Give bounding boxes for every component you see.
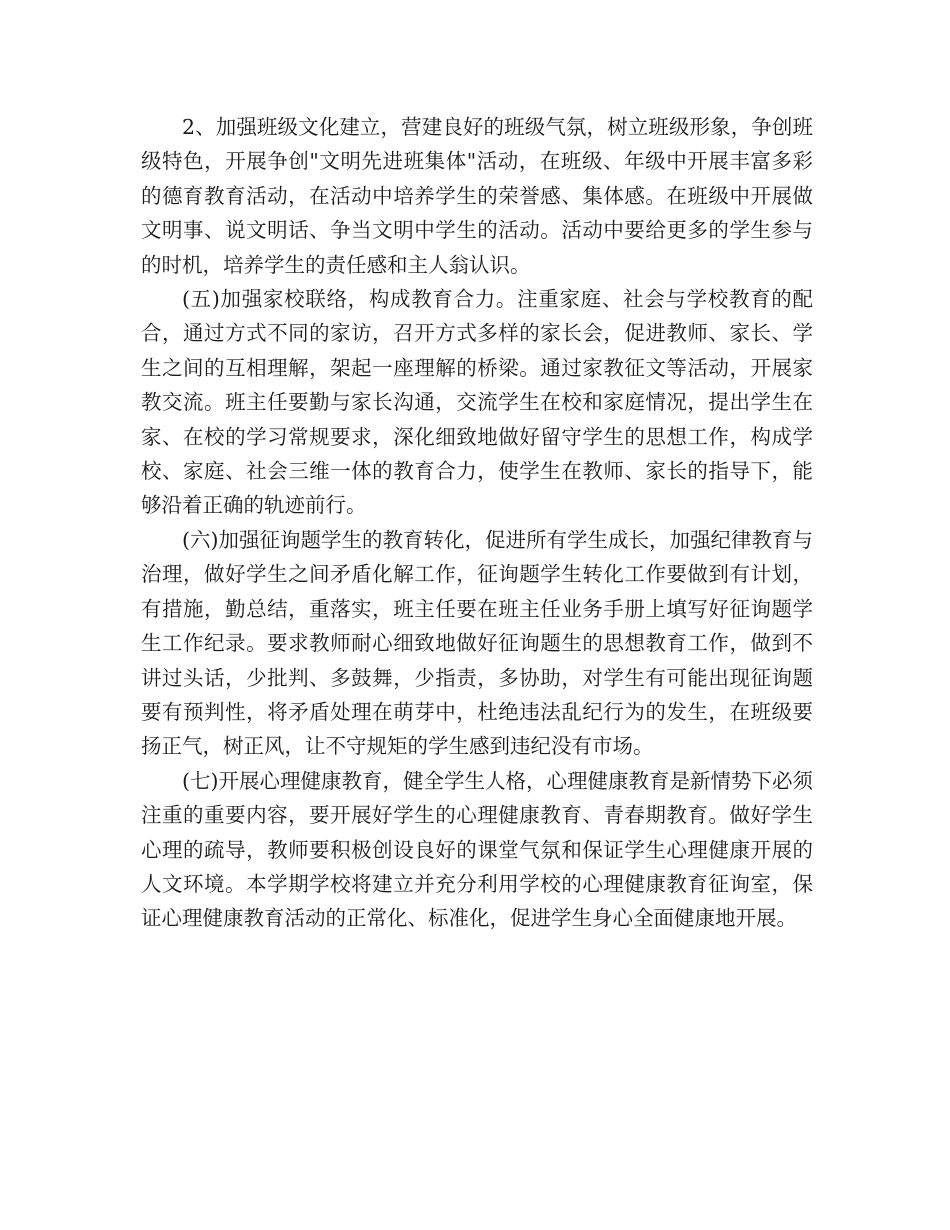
paragraph-problem-students: (六)加强征询题学生的教育转化，促进所有学生成长，加强纪律教育与治理，做好学生之间矛盾化解工作，征询题学生转化工作要做到有计划，有措施，勤总结，重落实，班主任要在班主任业务手册上填写好征询题学生工作纪录。要求教师耐心细致地做好征询题生的思想教育工作，做到不讲过头话，少批判、多鼓舞，少指责，多协助，对学生有可能出现征询题要有预判性，将矛盾处理在萌芽中，杜绝违法乱纪行为的发生，在班级要扬正气，树正风，让不守规矩的学生感到违纪没有市场。 [141, 527, 813, 759]
document-page [141, 110, 813, 936]
paragraph-home-school: (五)加强家校联络，构成教育合力。注重家庭、社会与学校教育的配合，通过方式不同的家访，召开方式多样的家长会，促进教师、家长、学生之间的互相理解，架起一座理解的桥梁。通过家教征文等活动，开展家教交流。班主任要勤与家长沟通，交流学生在校和家庭情况，提出学生在家、在校的学习常规要求，深化细致地做好留守学生的思想工作，构成学校、家庭、社会三维一体的教育合力，使学生在教师、家长的指导下，能够沿着正确的轨迹前行。 [141, 287, 813, 518]
paragraph-mental-health: (七)开展心理健康教育，健全学生人格，心理健康教育是新情势下必须注重的重要内容，要开展好学生的心理健康教育、青春期教育。做好学生心理的疏导，教师要积极创设良好的课堂气氛和保证学生心理健康开展的人文环境。本学期学校将建立并充分利用学校的心理健康教育征询室，保证心理健康教育活动的正常化、标准化，促进学生身心全面健康地开展。 [141, 768, 813, 931]
paragraph-class-culture: 2、加强班级文化建立，营建良好的班级气氛，树立班级形象，争创班级特色，开展争创"文明先进班集体"活动，在班级、年级中开展丰富多彩的德育教育活动，在活动中培养学生的荣誉感、集体感。在班级中开展做文明事、说文明话、争当文明中学生的活动。活动中要给更多的学生参与的时机，培养学生的责任感和主人翁认识。 [141, 115, 813, 277]
